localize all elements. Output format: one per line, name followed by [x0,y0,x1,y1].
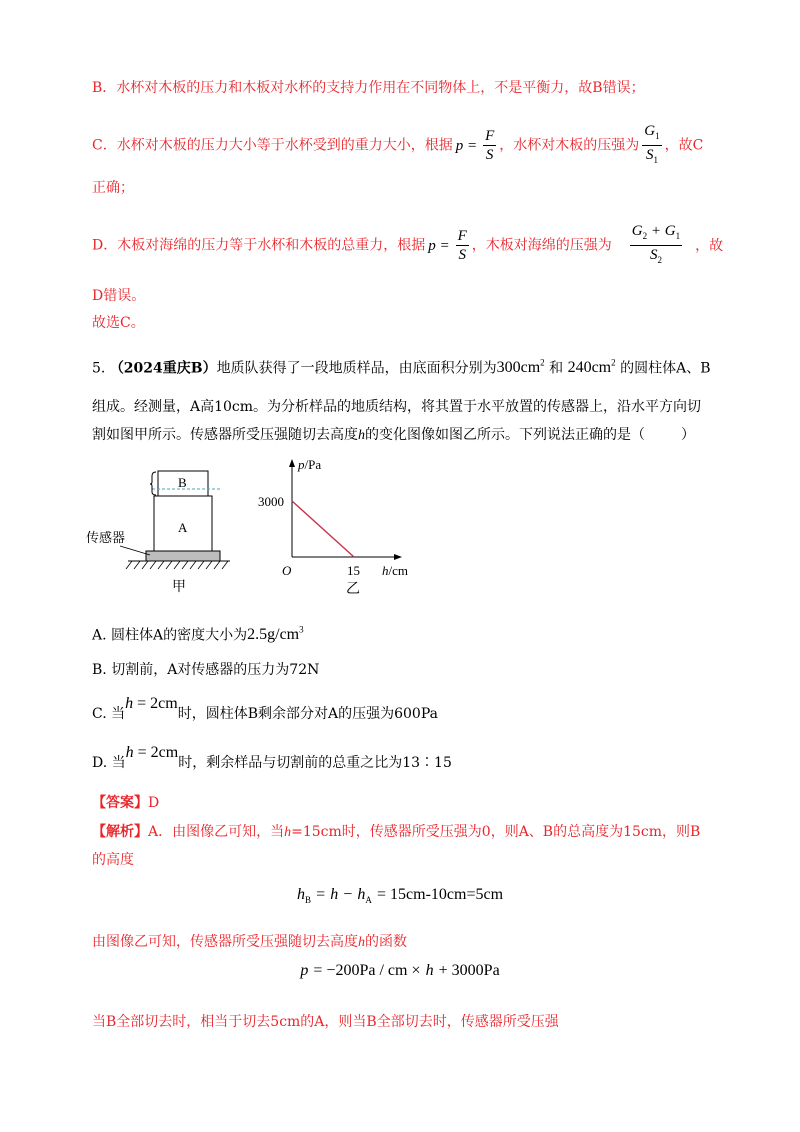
solution-line-d-cont: D错误。 [92,288,146,304]
option-c: C. 当h = 2cm时，圆柱体B剩余部分对A的压强为600Pa [92,695,438,722]
area-a: $300cm^2$ [496,358,545,377]
y-tick-label: 3000 [258,494,284,509]
caption-yi: 乙 [346,582,360,597]
origin-label: O [282,563,292,578]
figure-area [80,455,420,600]
question-line-3: 割如图甲所示。传感器所受压强随切去高度h的变化图像如图乙所示。下列说法正确的是（ ） [92,427,695,443]
area-b: $240cm^2$ [567,358,616,377]
sensor-label: 传感器 [86,530,126,545]
question-line-1: 5. （2024重庆B）地质队获得了一段地质样品，由底面积分别为$300cm^2$ 和 $240cm^2$ 的圆柱体A、B [92,358,711,377]
answer: 【答案】D [92,795,160,811]
formula-p-eq: p = [428,237,450,254]
analysis-line-4: 当B全部切去时，相当于切去5cm的A，则当B全部切去时，传感器所受压强 [92,1014,559,1030]
option-d: D. 当h = 2cm时，剩余样品与切割前的总重之比为13∶15 [92,744,452,771]
caption-jia: 甲 [172,580,186,595]
label-a: A [178,520,188,535]
solution-line-c-cont: 正确； [92,180,134,196]
brace [150,472,156,495]
formula-p-f-s: p = [455,137,478,154]
sensor-plate [146,551,220,561]
figure-yi [258,457,408,597]
option-b: B. 切割前，A对传感器的压力为72N [92,662,320,678]
equation-p-h: p = −200Pa / cm × h + 3000Pa [300,962,500,979]
solution-line-b: B．水杯对木板的压力和木板对水杯的支持力作用在不同物体上，不是平衡力，故B错误； [92,80,645,96]
solution-line-c: C．水杯对木板的压力大小等于水杯受到的重力大小，根据 p = $\frac{F}{S}$ ，水杯对木板的压强为 $\frac{G_1}{S_1}$ ，故C [92,122,703,169]
pressure-line [292,501,354,557]
x-axis-arrow [394,554,402,560]
y-axis-label: p/Pa [298,457,322,472]
x-tick-label: 15 [347,563,360,578]
option-a: A. 圆柱体A的密度大小为$2.5g/cm^3$ [92,625,304,644]
analysis-line-3: 由图像乙可知，传感器所受压强随切去高度h的函数 [92,934,407,950]
label-b: B [178,475,187,490]
equation-hb: $h_B = h - h_A = 15cm-10cm=5cm$ [296,886,504,906]
question-source: （2024重庆B） [109,360,217,377]
fraction-g1-over-s1: $\frac{G_1}{S_1}$ [644,123,660,165]
fraction-g2g1-over-s2: $\frac{G_2 + G_1}{S_2}$ [631,223,681,265]
analysis-line-2: 的高度 [92,852,134,868]
question-line-2: 组成。经测量，A高10cm。为分析样品的地质结构，将其置于水平放置的传感器上，沿水平方向切 [92,399,702,415]
analysis-line-1: 【解析】A．由图像乙可知，当h=15cm时，传感器所受压强为0，则A、B的总高度为15cm，则B [92,824,701,840]
fraction-f-over-s-2: $\frac{F}{S}$ [457,228,467,263]
solution-choose: 故选C。 [92,315,145,331]
fraction-f-over-s: $\frac{F}{S}$ [485,128,495,163]
solution-line-d: D．木板对海绵的压力等于水杯和木板的总重力，根据 p = $\frac{F}{S}$ ，木板对海绵的压强为 $\frac{G_2 + G_1}{S_2}$ ，故 [92,222,723,269]
x-axis-label: h/cm [382,563,408,578]
figure-jia [86,471,230,595]
y-axis-arrow [289,459,295,467]
